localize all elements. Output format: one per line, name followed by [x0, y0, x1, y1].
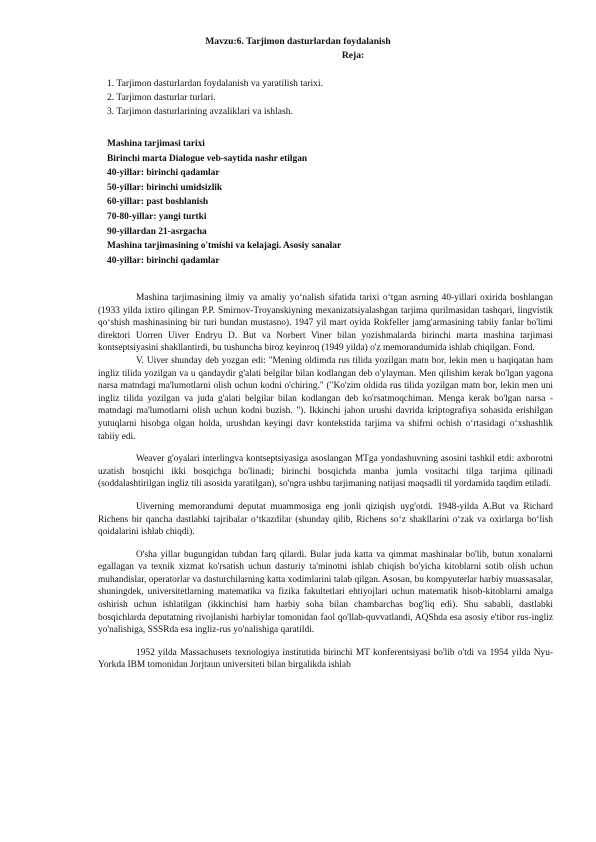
topic-heading: 60-yillar: past boshlanish: [107, 197, 209, 208]
plan-list: [107, 77, 323, 119]
topic-heading: 40-yillar: birinchi qadamlar: [107, 168, 220, 179]
plan-item: 3. Tarjimon dasturlarining avzaliklari va ishlash.: [107, 106, 293, 117]
topic-heading: Mashina tarjimasining o'tmishi va kelajagi. Asosiy sanalar: [107, 241, 342, 252]
paragraph: Weaver g'oyalari interlingva kontseptsiyasiga asoslangan MTga yondashuvning asosini tashkil etdi: axborotni uzatish bosqichi ikki bosqichga bo'linadi; birinchi bosqichda manba jumla vositachi tilga tarjima qilinadi (soddalashtirilgan ingliz tili asosida yaratilgan), so'ngra ushbu tarjimaning natijasi maqsadli til yordamida taqdim etiladi.: [98, 454, 553, 490]
topic-heading: Mashina tarjimasi tarixi: [107, 139, 205, 149]
topic-heading: 70-80-yillar: yangi turtki: [107, 211, 207, 222]
plan-item: 1. Tarjimon dasturlardan foydalanish va yaratilish tarixi.: [107, 78, 324, 89]
paragraph: 1952 yilda Massachusets texnologiya institutida birinchi MT konferentsiyasi bo'lib o'tdi va 1954 yilda Nyu-Yorkda IBM tomonidan Jorjtaun universiteti bilan birgalikda ishlab: [98, 647, 553, 671]
topic-list: [107, 137, 341, 268]
plan-heading: Reja:: [341, 50, 365, 61]
page-title: Mavzu:6. Tarjimon dasturlardan foydalanish: [205, 36, 391, 47]
topic-heading: 40-yillar: birinchi qadamlar: [107, 255, 220, 266]
plan-item: 2. Tarjimon dasturlar turlari.: [107, 92, 216, 103]
paragraph: Uiverning memorandumi deputat muammosiga eng jonli qiziqish uyg'otdi. 1948-yilda A.But va Richard Richens bir qancha dastlabki tajribalar o‘tkazdilar (shunday qilib, Richens so‘z shakllarini o‘zak va oxirlarga bo‘lish qoidalarini ishlab chiqdi).: [98, 501, 553, 538]
topic-heading: 90-yillardan 21-asrgacha: [107, 226, 207, 237]
body-text: [98, 292, 553, 672]
topic-heading: 50-yillar: birinchi umidsizlik: [107, 182, 223, 193]
paragraph: O'sha yillar bugungidan tubdan farq qilardi. Bular juda katta va qimmat mashinalar bo'lib, butun xonalarni egallagan va texnik xizmat ko'rsatish uchun dasturiy ta'minotni ishlab chiqish bo'yicha kitoblarni sotib olish uchun muhandislar, operatorlar va dasturchilarning katta xodimlarini talab qilgan. Asosan, bu kompyuterlar harbiy muassasalar, shuningdek, universitetlarning matematika va fizika fakultetlari ehtiyojlari uchun matematik hisob-kitoblarni amalga oshirish uchun ishlatilgan (ikkinchisi ham harbiy soha bilan chambarchas bog'liq edi). Shu sababli, dastlabki bosqichlarda deputatning rivojlanishi harbiylar tomonidan faol qo'llab-quvvatlandi, AQShda esa asosiy e'tibor rus-ingliz yo'nalishiga, SSSRda esa ingliz-rus yo'nalishiga qaratildi.: [98, 549, 553, 636]
topic-heading: Birinchi marta Dialogue veb-saytida nashr etilgan: [107, 153, 308, 164]
paragraph: Mashina tarjimasining ilmiy va amaliy yo‘nalish sifatida tarixi o‘tgan asrning 40-yillari oxirida boshlangan (1933 yilda ixtiro qilingan P.P. Smirnov-Troyanskiyning mexanizatsiyalashgan tarjima qurilmasidan tashqari, lingvistik qo‘shish mashinasining bir turi bundan mustasno). 1947 yil mart oyida Rokfeller jamg'armasining tabiiy fanlar bo'limi direktori Uorren Uiver Endryu D. But va Norbert Viner bilan yozishmalarda birinchi marta mashina tarjimasi kontseptsiyasini shakllantirdi, bu tushuncha biroz keyinroq (1949 yilda) o'z memorandumida ishlab chiqilgan. Fond.: [98, 293, 553, 354]
paragraph: V. Uiver shunday deb yozgan edi: "Mening oldimda rus tilida yozilgan matn bor, lekin men u haqiqatan ham ingliz tilida yozilgan va u qandaydir g'alati belgilar bilan kodlangan deb o'ylayman. Men qilishim kerak bo'lgan yagona narsa matndagi ma'lumotlarni olish uchun kodni o'chiring." ("Ko'zim oldida rus tilida yozilgan matn bor, lekin men uni ingliz tilida yozilgan va juda g'alati belgilar bilan kodlangan deb ko'rsatmoqchiman. Menga kerak bo'lgan narsa - matndagi ma'lumotlarni olish uchun kodni buzish. "). Ikkinchi jahon urushi davrida kriptografiya sohasida erishilgan yutuqlarni hisobga olgan holda, urushdan keyingi davr kontekstida tarjima va shifrni ochish o‘rtasidagi o‘xshashlik tabiiy edi.: [98, 355, 553, 442]
